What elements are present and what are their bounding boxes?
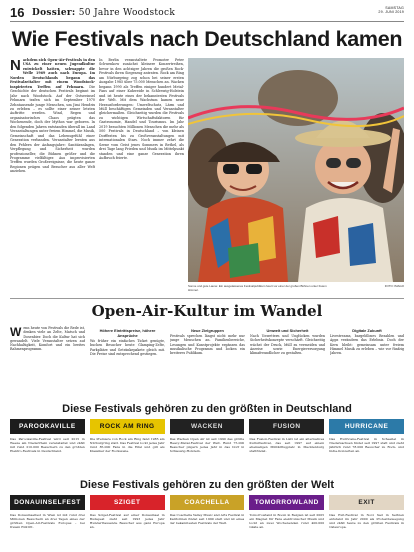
column-subhead: Höhere Eintrittspreise, höhere Ansprüche	[99, 328, 156, 338]
drop-cap: N	[10, 58, 21, 74]
main-headline: Wie Festivals nach Deutschland kamen	[11, 27, 403, 51]
festival-logo: COACHELLA	[170, 495, 245, 510]
column-text: enn heute von Festivals die Rede ist, denken viele an Zelte, Matsch und Dosenbier. Doch die Kultur hat sich gewandelt. Viele Veranstalter setzen auf Nachhaltigkeit, Komfort und ein breites Rahmenprogramm.	[10, 326, 85, 352]
section-prefix: Dossier:	[32, 8, 76, 18]
germany-festivals-title: Diese Festivals gehören zu den größten in Deutschland	[62, 403, 352, 415]
column-text: Festivals sprechen längst nicht mehr nur junge Menschen an. Familienbereiche, Lesungen und Kunstprojekte ergänzen das musikalische Programm und locken ein breiteres Publikum.	[170, 334, 245, 356]
festival-logo: WACKEN	[170, 419, 245, 434]
festival-description: Das Sziget-Festival auf einer Donauinsel in Budapest zieht seit 1993 jedes Jahr Hunderttausende Besucher aus ganz Europa an.	[89, 513, 165, 530]
article-body-text: In Berlin veranstaltete Promoter Peter Schwenkow zunächst kleinere Konzertreihen, bevor in den achtziger Jahren die großen Rock-Festivals ihren Siegeszug antraten. Rock am Ring am Nürburgring zog schon bei seiner ersten Ausgabe 1985 über 75.000 Menschen an. Wacken begann 1990 als Treffen einiger hundert Metal-Fans auf einer Kuhweide in Schleswig-Holstein und ist heute eines der bekanntesten Festivals der Welt. Mit dem Wachstum kamen neue Herausforderungen: Umweltschutz, Lärm und Müll beschäftigen Gemeinden und Veranstalter gleichermaßen. Gleichzeitig wurden die Festivals zu wichtigen Wirtschaftsfaktoren für Gastronomie, Handel und Tourismus. Im Jahr 2019 besuchten Millionen Menschen die mehr als 500 Festivals in Deutschland – von kleinen Dorffesten bis zu Großveranstaltungen mit internationalen Stars. Noch immer zehrt die Szene vom Geist jenes Sommers in Bethel, als drei Tage lang Frieden und Musik im Mittelpunkt standen und eine ganze Generation ihren Aufbruch feierte.	[99, 58, 184, 160]
festival-logo: TOMORROWLAND	[249, 495, 324, 510]
festival-logo: PAROOKAVILLE	[10, 419, 85, 434]
festival-description: Das Hurricane-Festival in Scheeßel in Niedersachsen findet seit 1997 statt und zieht jährlich rund 78.000 Besucher zu Rock- und Indie-Konzerten an.	[329, 437, 404, 454]
second-article-column-4	[250, 326, 325, 398]
photo-credit: FOTO: IMAGO	[384, 284, 404, 288]
second-article-column-1	[10, 326, 85, 398]
second-article	[10, 326, 404, 398]
top-article	[10, 58, 404, 292]
photo-caption-row	[188, 284, 404, 292]
column-text: Wo früher ein einfaches Ticket genügte, buchen Besucher heute Glamping-Zelte, Parkplätze und Getränkepakete gleich mit. Die Preise sind entsprechend gestiegen.	[90, 339, 165, 356]
festival-logo: HURRICANE	[329, 419, 404, 434]
column-subhead: Digitale Zukunft	[352, 328, 382, 333]
drop-cap: W	[10, 326, 22, 339]
germany-festival-descriptions	[10, 437, 404, 475]
section-header	[32, 6, 175, 18]
article-lede: achdem sich Open-Air-Festivals in den USA zu einer neuen Jugendkultur entwickelt hatten, schwappte die Welle 1969 auch nach Europa. Im Norden Deutschlands begann das Festivalzeitalter mit einem Woodstock-inspirierten Treffen auf Fehmarn.	[10, 58, 95, 89]
article-body-text: Die Geschichte der deutschen Festivals beginnt im Jahr nach Woodstock. Auf der Ostseeinsel Fehmarn trafen sich im September 1970 Zehntausende junge Menschen, um Jimi Hendrix zu erleben – es sollte einer seiner letzten Auftritte werden. Wind, Regen und organisatorisches Chaos prägten das Wochenende, doch der Mythos war geboren. In den folgenden Jahren entstanden überall im Land Veranstaltungen unter freiem Himmel, die Musik, Gemeinschaft und das Lebensgefühl einer Generation verbanden. Veranstalter lernten aus den Fehlern der Anfangsjahre: Sanitäranlagen, Verpflegung und Sicherheit wurden professioneller, die Bühnen größer und die Programme vielfältiger. Aus improvisierten Treffen wurden Großereignisse, die heute ganze Regionen prägen und Besucher aus aller Welt anziehen.	[10, 84, 95, 174]
festival-logo: EXIT	[329, 495, 404, 510]
world-festival-logos	[10, 495, 404, 510]
article-column-1	[10, 58, 95, 292]
festival-logo: ROCK AM RING	[90, 419, 165, 434]
issue-date: 29. JUNI 2019	[378, 10, 404, 15]
second-article-column-2	[90, 326, 165, 398]
second-article-column-3	[170, 326, 245, 398]
second-article-column-5	[330, 326, 404, 398]
page-number: 16	[10, 5, 25, 20]
photo-caption: Sonne und gute Laune: Ein ausgelassenes Festivalpublikum feiert vor einer der großen Bühnen unter freiem Himmel.	[188, 284, 327, 292]
date-block	[378, 6, 404, 15]
column-text: Nach Unwettern und Unglücken wurden Sicherheitskonzepte verschärft. Gleichzeitig wächst der Druck, Müll zu vermeiden und Anreise sowie Energieversorgung klimafreundlicher zu gestalten.	[250, 334, 325, 356]
column-subhead: Umwelt und Sicherheit	[266, 328, 309, 333]
festival-logo: SZIGET	[90, 495, 165, 510]
festival-logo: DONAUINSELFEST	[10, 495, 85, 510]
festival-crowd-photo	[188, 58, 404, 282]
photo-illustration	[188, 58, 404, 282]
festival-description: Das Wacken Open Air ist seit 1990 das größte Heavy-Metal-Festival der Welt. Rund 75.000 Besucher pilgern jedes Jahr in das Dorf in Schleswig-Holstein.	[169, 437, 245, 454]
festival-description: Die Premiere von Rock am Ring fand 1985 am Nürburgring statt. Das Festival lockt jedes Jahr rund 85.000 Fans in die Eifel und gilt als Klassiker der Rockszene.	[89, 437, 165, 454]
germany-festival-logos	[10, 419, 404, 434]
festival-description: Tomorrowland in Boom in Belgien ist seit 2005 ein Magnet für Fans elektronischer Musik und lockt an zwei Wochenenden rund 400.000 Gäste an.	[249, 513, 325, 530]
world-festivals-title: Diese Festivals gehören zu den größten der Welt	[79, 479, 335, 491]
page-header	[10, 6, 404, 22]
article-column-2	[99, 58, 184, 292]
festival-description: Das Coachella Valley Music and Arts Festival in Kalifornien findet seit 1999 statt und ist eines der bekanntesten Festivals der Welt.	[169, 513, 245, 526]
festival-description: Das Fusion-Festival in Lärz ist ein alternatives Kulturfestival, das seit 1997 auf einem ehemaligen Militärflugplatz in Mecklenburg stattfindet.	[249, 437, 325, 454]
section-title: 50 Jahre Woodstock	[78, 8, 176, 18]
festival-logo: FUSION	[249, 419, 324, 434]
column-subhead: Neue Zielgruppen	[191, 328, 224, 333]
section-divider	[10, 298, 404, 299]
weekday: SAMSTAG	[385, 6, 404, 10]
world-festival-descriptions	[10, 513, 404, 549]
festival-description: Das Exit-Festival in Novi Sad in Serbien entstand im Jahr 2000 als Protestbewegung und zählt heute zu den größten Festivals in Osteuropa.	[329, 513, 404, 530]
festival-description: Das Donauinselfest in Wien ist mit rund drei Millionen Besuchern an drei Tagen eines der größten Open-Air-Festivals Europas – bei freiem Eintritt.	[10, 513, 85, 530]
second-headline: Open-Air-Kultur im Wandel	[91, 302, 323, 320]
column-text: Livestreams, bargeldloses Bezahlen und Apps verändern das Erlebnis. Doch der Kern bleibt: gemeinsam unter freiem Himmel Musik zu erleben – wie vor fünfzig Jahren.	[330, 334, 404, 356]
festival-description: Das Parookaville-Festival wird seit 2015 in Weeze am Niederrhein veranstaltet und zählt mit rund 210.000 Besuchern zu den größten Elektro-Festivals in Deutschland.	[10, 437, 85, 454]
